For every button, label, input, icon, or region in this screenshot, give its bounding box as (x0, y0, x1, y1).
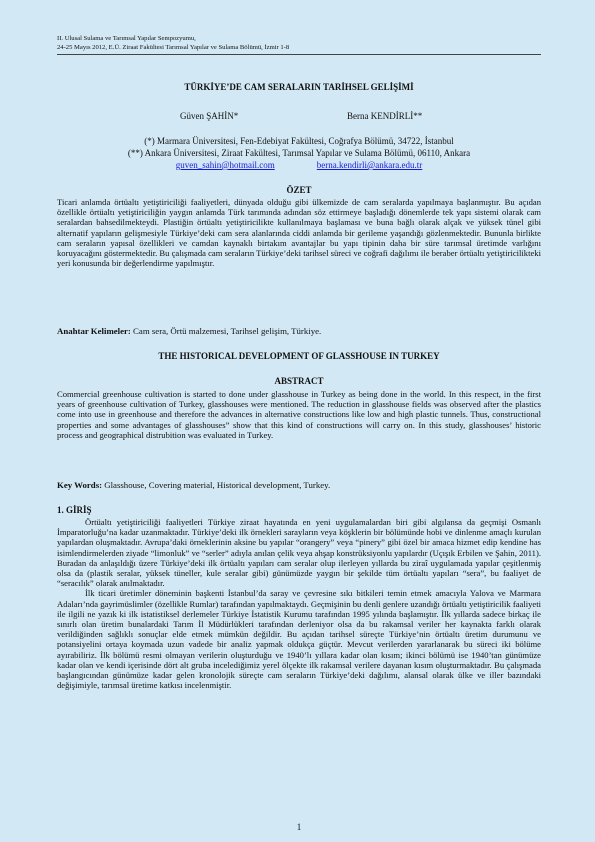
email-link-1[interactable]: guven_sahin@hotmail.com (175, 160, 275, 170)
abstract-body (57, 389, 541, 440)
english-keywords (57, 480, 541, 490)
page-number: 1 (296, 822, 302, 832)
email-link-2[interactable]: berna.kendirli@ankara.edu.tr (316, 160, 423, 170)
header-line-2: 24-25 Mayıs 2012, E.Ü. Ziraat Fakültesi Tarımsal Yapılar ve Sulama Bölümü, İzmir 1-8 (57, 43, 290, 51)
paper-title: TÜRKİYE’DE CAM SERALARIN TARİHSEL GELİŞİMİ (184, 82, 414, 92)
ozet-body (57, 197, 541, 268)
section-1-heading: 1. GİRİŞ (57, 505, 92, 515)
ozet-text: Ticari anlamda örtüaltı yetiştiriciliği faaliyetleri, dünyada olduğu gibi ülkemizde de cam seralarda yapılmaya başlanmıştır. Bu açıdan özellikle örtüaltı yetiştiriciliğin yaygın anlamda Türk tarımında adından söz ettirmeye başladığı dönemlerde tek yapı sistemi olarak cam seralardan bahsedilmekteydi. Plastiğin örtüaltı yetiştiricilikte kullanılmaya başlaması ve buna bağlı olarak alçak ve yüksek tünel gibi alternatif yapıların gelişmesiyle Türkiye’deki cam sera alanlarında ciddi anlamda bir gerileme yaşandığı gözlenmektedir. Bununla birlikte cam seraların yapısal özellikleri ve camdan kaynaklı birtakım avantajlar bu yapı tipinin daha bir süre tarımsal üretimde varlığını koruyacağını göstermektedir. Bu çalışmada cam seraların Türkiye’deki tarihsel süreci ve coğrafi dağılımı ile beraber örtüaltı yetiştiricilikteki yeri konusunda bir değerlendirme yapılmıştır. (57, 197, 541, 269)
affiliation-1: (*) Marmara Üniversitesi, Fen-Edebiyat Fakültesi, Coğrafya Bölümü, 34722, İstanbul (144, 136, 454, 146)
header-line-1: II. Ulusal Sulama ve Tarımsal Yapılar Sempozyumu, (57, 35, 196, 42)
affiliation-2: (**) Ankara Üniversitesi, Ziraat Fakültesi, Tarımsal Yapılar ve Sulama Bölümü, 06110, Ankara (127, 148, 471, 158)
author-2: Berna KENDİRLİ** (347, 111, 423, 121)
keywords-text-en: Glasshouse, Covering material, Historical development, Turkey. (102, 480, 331, 490)
turkish-keywords (57, 326, 541, 336)
keywords-label-en: Key Words: (57, 480, 103, 490)
section-1-paragraph-2: İlk ticari üretimler döneminin başkenti İstanbul’da saray ve çevresine sıkı bitkileri temin etmek amacıyla Yalova ve Marmara Adaları’nda gayrimüslimler (özellikle Rumlar) tarafından yapılmaktaydı. Geçmişinin bu denli genlere uzandığı örtüaltı yetiştiricilik faaliyeti ile ilgili ne yazık ki ilk istatistiksel derlemeler Türkiye İstatistik Kurumu tarafından 1995 yılında başlamıştır. İlk yıllarda sadece birkaç ile sınırlı olan üretim bunalardaki Tarım İl Müdürlükleri tarafından derleniyor olsa da bu rakamsal veriler her kaynakta farklı olarak verildiğinden sağlıklı sonuçlar elde etmek mümkün değildir. Bu açıdan tarihsel süreçte Türkiye’nin örtüaltı üretim durumunu ve potansiyelini ortaya koymada uzun vadede bir analiz yapmak oldukça güçtür. Mevcut verilerden yararlanarak bu süreci iki bölüme ayırabiliriz. İlk bölümü resmi olmayan verilerin oluşturduğu ve 1940’lı yıllara kadar olan kısım; ikinci bölümü ise 1940’tan günümüze kadar olan ve kendi içerisinde dört alt gruba incelediğimiz yerel ölçekte ilk rakamsal verilere dayanan kısım oluşturmaktadır. Bu çalışmada başlangıcından günümüze kadar gelen kronolojik süreçte cam seraların Türkiye’deki dağılımı, alansal olarak ülke ve iller bazındaki değişimiyle, tarımsal üretime katkısı incelenmiştir. (57, 588, 541, 691)
keywords-label: Anahtar Kelimeler: (57, 326, 131, 336)
header-rule (57, 54, 541, 55)
author-1: Güven ŞAHİN* (180, 111, 239, 121)
section-1-body (57, 517, 541, 690)
conference-header (57, 35, 289, 52)
abstract-text: Commercial greenhouse cultivation is started to done under glasshouse in Turkey as being done in the world. In this respect, in the first years of greenhouse cultivation of Turkey, glasshouses were mentioned. The reduction in glasshouse fields was observed after the plastics come into use in greenhouse and therefore the advances in alternative constructions like low and high plastic tunnels. Thus, constructional properties and some advantages of glasshouses” show that this kind of constructions will carry on. In this study, glasshouses’ historic process and geographical distrubition was evaluated in Turkey. (57, 389, 541, 440)
ozet-heading: ÖZET (286, 185, 312, 195)
english-title: THE HISTORICAL DEVELOPMENT OF GLASSHOUSE IN TURKEY (158, 351, 440, 361)
section-1-paragraph-1: Örtüaltı yetiştiriciliği faaliyetleri Türkiye ziraat hayatında en yeni uygulamalardan biri gibi algılansa da geçmişi Osmanlı İmparatorluğu’na kadar uzanmaktadır. Türkiye’deki ilk örnekleri sarayların veya köşklerin bir bölümünde hobi ve dinlenme amaçlı kurulan yapılardan oluşmaktadır. Avrupa’daki örneklerinin aksine bu yapılar “orangery” veya “pinery” gibi özel bir amaca hizmet edip kendine has isimlendirmelerden ziyade “limonluk” ve “serler” adıyla anılan çelik veya ahşap konstrüksiyonlu yapılardır (Uçışık Erbilen ve Şahin, 2011). Buradan da anlaşıldığı üzere Türkiye’deki ilk örtüaltı yapıları cam seralar olup ilerleyen yıllarda bu ziraî uygulamada yapılar çeşitlenmiş olsa da (plastik seralar, yüksek tüneller, kule seralar gibi) günümüzde yaygın bir şekilde tüm örtüaltı yapıları “sera”, bu faaliyet de “seracılık” olarak anılmaktadır. (57, 517, 541, 589)
keywords-text: Cam sera, Örtü malzemesi, Tarihsel gelişim, Türkiye. (130, 326, 322, 336)
email-row (57, 160, 541, 170)
abstract-heading: ABSTRACT (274, 376, 324, 386)
